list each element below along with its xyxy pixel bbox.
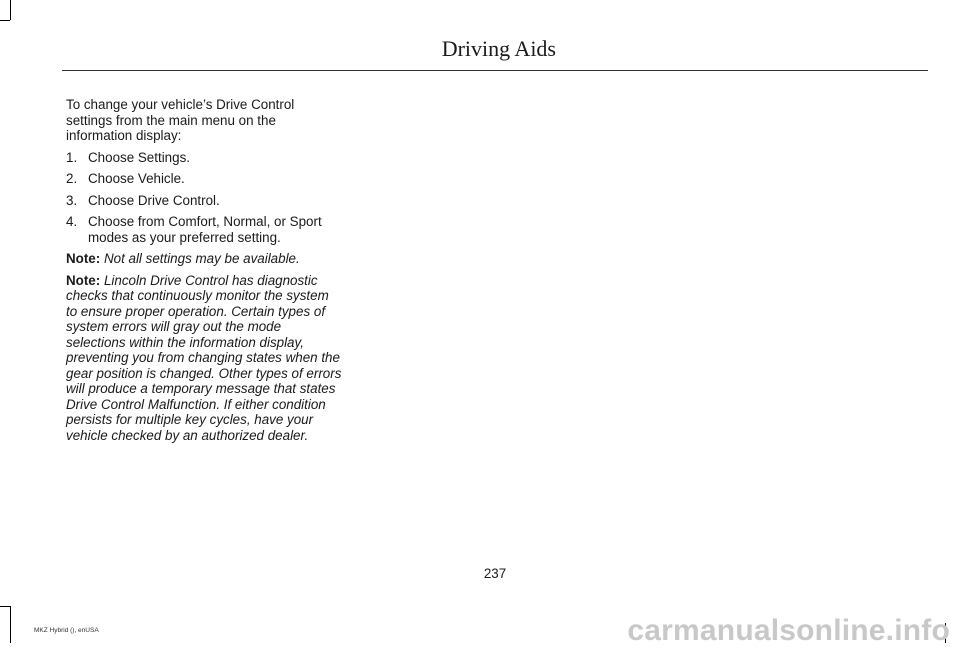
step-text: Choose Settings.	[88, 149, 190, 165]
step-text: Choose from Comfort, Normal, or Sport modes as your preferred setting.	[88, 214, 322, 245]
watermark-text[interactable]: carmanualsonline.info	[627, 614, 950, 647]
note-paragraph	[66, 251, 342, 267]
step-number: 4.	[66, 214, 78, 229]
note-text: Lincoln Drive Control has diagnostic checks that continuously monitor the system to ensure proper operation. Certain types of system errors will gray out the mode selections within the information display, preventing you from changing states when the gear position is changed. Other types of errors will produce a temporary message that states Drive Control Malfunction. If either condition persists for multiple key cycles, have your vehicle checked by an authorized dealer.	[66, 272, 342, 443]
list-item	[66, 171, 342, 187]
intro-paragraph: To change your vehicle’s Drive Control settings from the main menu on the information display:	[66, 97, 295, 143]
page-number: 237	[483, 566, 507, 581]
crop-mark-bottom-left-vertical	[10, 606, 11, 643]
list-item	[66, 193, 342, 209]
step-text: Choose Vehicle.	[88, 171, 185, 186]
crop-mark-bottom-left-horizontal	[0, 606, 10, 607]
note-label: Note:	[66, 272, 101, 288]
step-number: 1.	[66, 149, 78, 165]
steps-list	[66, 150, 342, 246]
list-item	[66, 150, 342, 166]
step-number: 2.	[66, 171, 78, 186]
list-item	[66, 214, 342, 245]
step-number: 3.	[66, 192, 78, 208]
section-title: Driving Aids	[441, 36, 556, 61]
body-content	[66, 97, 342, 449]
step-text: Choose Drive Control.	[88, 192, 220, 208]
note-paragraph	[66, 273, 342, 444]
document-code: MKZ Hybrid (), enUSA	[34, 627, 99, 634]
note-label: Note:	[66, 251, 101, 266]
crop-mark-top-left-vertical	[10, 0, 11, 20]
note-text: Not all settings may be available.	[103, 251, 300, 266]
header-rule	[62, 70, 928, 71]
crop-mark-top-left-horizontal	[0, 20, 10, 21]
